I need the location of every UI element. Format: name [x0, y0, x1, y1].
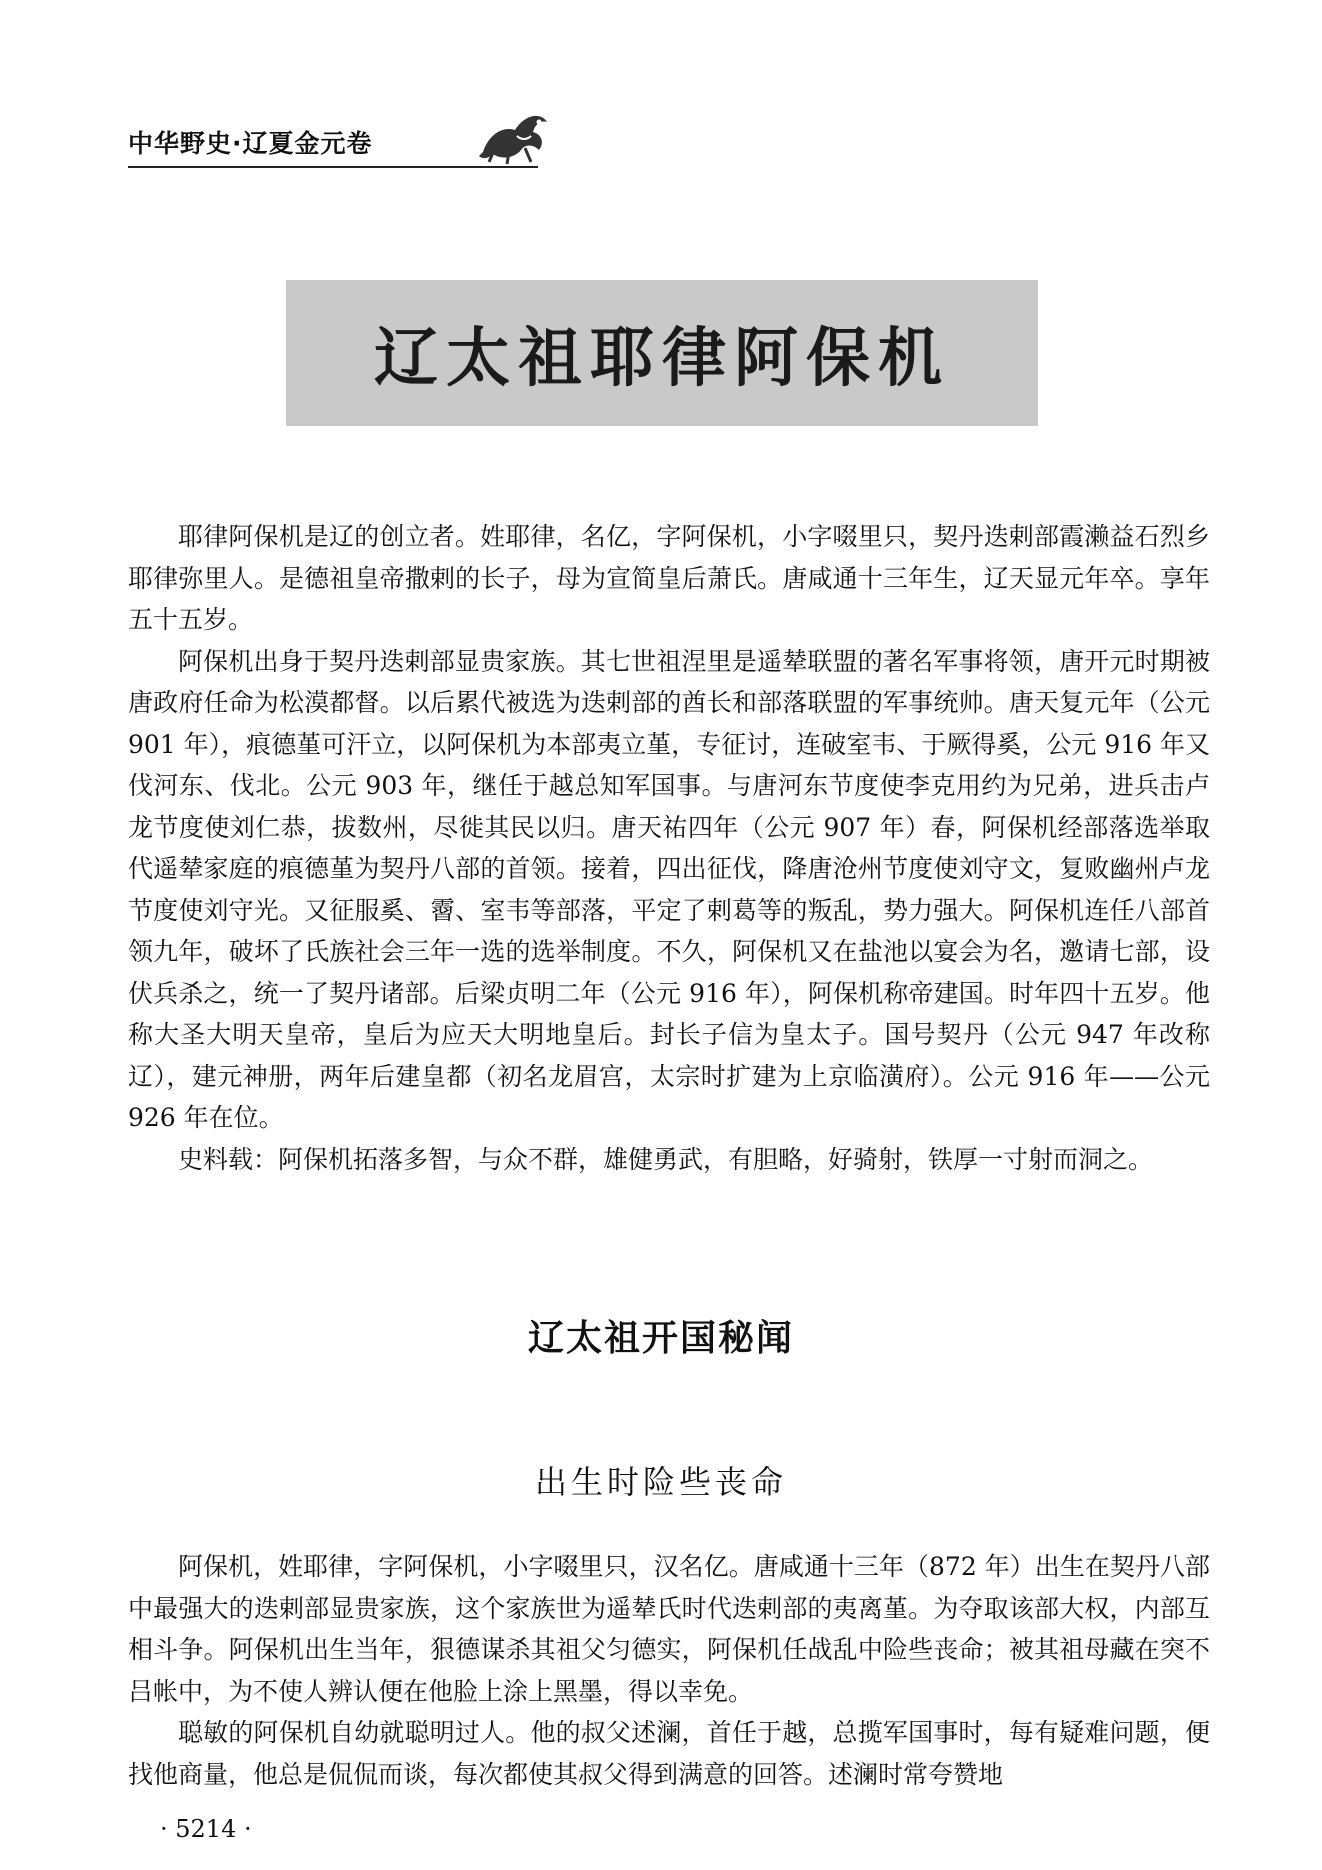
section-heading: 辽太祖开国秘闻	[527, 1318, 794, 1359]
paragraph: 聪敏的阿保机自幼就聪明过人。他的叔父述澜，首任于越，总揽军国事时，每有疑难问题，便找他商量，他总是侃侃而谈，每次都使其叔父得到满意的回答。述澜时常夸赞地	[128, 1718, 1210, 1789]
paragraph: 耶律阿保机是辽的创立者。姓耶律，名亿，字阿保机，小字啜里只，契丹迭剌部霞濑益石烈乡耶律弥里人。是德祖皇帝撒剌的长子，母为宣简皇后萧氏。唐咸通十三年生，辽天显元年卒。享年五十五岁。	[128, 522, 1210, 634]
subsection-heading: 出生时险些丧命	[534, 1463, 787, 1501]
section-text	[128, 1546, 1210, 1795]
paragraph: 史料载：阿保机拓落多智，与众不群，雄健勇武，有胆略，好骑射，铁厚一寸射而洞之。	[178, 1144, 1154, 1174]
intro-text	[128, 516, 1210, 1180]
paragraph: 阿保机出身于契丹迭剌部显贵家族。其七世祖涅里是遥辇联盟的著名军事将领，唐开元时期被唐政府任命为松漠都督。以后累代被选为迭剌部的酋长和部落联盟的军事统帅。唐天复元年（公元 901 年），痕德堇可汗立，以阿保机为本部夷立堇，专征讨，连破室韦、于厥得奚，公元 916 年又伐河东、伐北。公元 903 年，继任于越总知军国事。与唐河东节度使李克用约为兄弟，进兵击卢龙节度使刘仁恭，拔数州，尽徙其民以归。唐天祐四年（公元 907 年）春，阿保机经部落选举取代遥辇家庭的痕德堇为契丹八部的首领。接着，四出征伐，降唐沧州节度使刘守文，复败幽州卢龙节度使刘守光。又征服奚、霫、室韦等部落，平定了剌葛等的叛乱，势力强大。阿保机连任八部首领九年，破坏了氏族社会三年一选的选举制度。不久，阿保机又在盐池以宴会为名，邀请七部，设伏兵杀之，统一了契丹诸部。后梁贞明二年（公元 916 年），阿保机称帝建国。时年四十五岁。他称大圣大明天皇帝，皇后为应天大明地皇后。封长子信为皇太子。国号契丹（公元 947 年改称辽），建元神册，两年后建皇都（初名龙眉宫，太宗时扩建为上京临潢府）。公元 916 年——公元 926 年在位。	[128, 646, 1210, 1132]
chapter-title: 辽太祖耶律阿保机	[374, 321, 950, 396]
page-number: · 5214 ·	[160, 1815, 252, 1843]
chapter-title-banner	[286, 280, 1038, 426]
dragon-emblem-icon	[475, 104, 553, 166]
series-title: 中华野史·辽夏金元卷	[128, 129, 373, 158]
header-rule	[128, 166, 538, 168]
paragraph: 阿保机，姓耶律，字阿保机，小字啜里只，汉名亿。唐咸通十三年（872 年）出生在契丹八部中最强大的迭剌部显贵家族，这个家族世为遥辇氏时代迭剌部的夷离堇。为夺取该部大权，内部互相斗争。阿保机出生当年，狠德谋杀其祖父匀德实，阿保机任战乱中险些丧命；被其祖母藏在突不吕帐中，为不使人辨认便在他脸上涂上黑墨，得以幸免。	[128, 1552, 1210, 1706]
